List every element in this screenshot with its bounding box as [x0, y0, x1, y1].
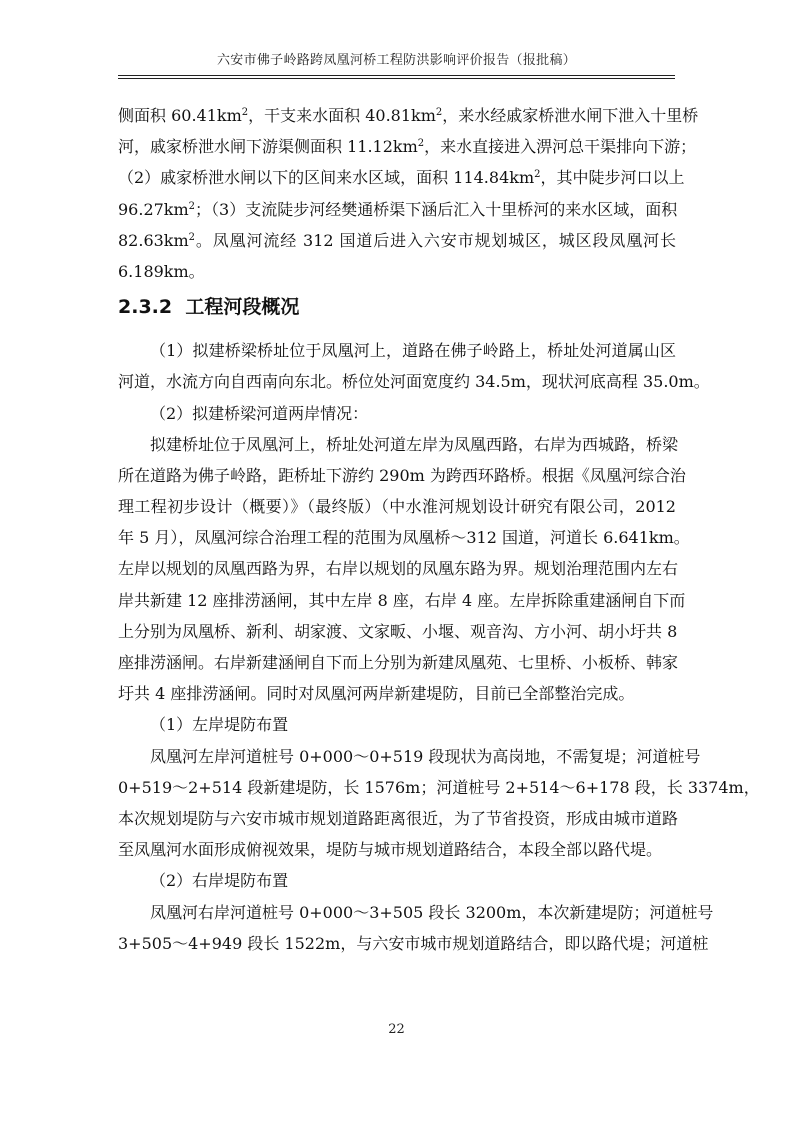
- section-heading: [118, 287, 676, 327]
- text-line: 上分别为凤凰桥、新利、胡家渡、文家畈、小堰、观音沟、方小河、胡小圩共 8: [118, 621, 678, 641]
- text-line: 至凤凰河水面形成俯视效果，堤防与城市规划道路结合，本段全部以路代堤。: [118, 840, 663, 860]
- text-line: 座排涝涵闸。右岸新建涵闸自下而上分别为新建凤凰苑、七里桥、小板桥、韩家: [118, 653, 679, 672]
- text-line: （1）拟建桥梁桥址位于凤凰河上，道路在佛子岭路上，桥址处河道属山区: [150, 341, 676, 361]
- text-line: 凤凰河右岸河道桩号 0+000～3+505 段长 3200m，本次新建堤防；河道桩号: [150, 902, 714, 922]
- section-number: 2.3.2: [118, 296, 173, 319]
- text-line: $96.27km^2$；（3）支流陡步河经樊通桥渠下涵后汇入十里桥河的来水区域，面积: [118, 199, 678, 219]
- text-line: 所在道路为佛子岭路，距桥址下游约 290m 为跨西环路桥。根据《凤凰河综合治: [118, 465, 686, 485]
- text-line: （2）右岸堤防布置: [150, 871, 289, 891]
- body-text: [118, 100, 760, 959]
- header-rule: [118, 75, 675, 76]
- running-header: 六安市佛子岭路跨凤凰河桥工程防洪影响评价报告（报批稿）: [216, 53, 577, 68]
- text-line: （1）左岸堤防布置: [150, 715, 289, 735]
- text-line: $82.63km^2$。凤凰河流经 312 国道后进入六安市规划城区，城区段凤凰河长: [118, 230, 676, 250]
- text-line: 河道，水流方向自西南向东北。桥位处河面宽度约 34.5m，现状河底高程 35.0m。: [118, 372, 710, 392]
- text-line: 河，戚家桥泄水闸下游渠侧面积 $11.12km^2$，来水直接进入淠河总干渠排向下游；: [118, 137, 697, 157]
- text-line: （2）拟建桥梁河道两岸情况：: [150, 403, 369, 423]
- text-line: 拟建桥址位于凤凰河上，桥址处河道左岸为凤凰西路，右岸为西城路，桥梁: [150, 434, 679, 454]
- text-line: 0+519～2+514 段新建堤防，长 1576m；河道桩号 2+514～6+178 段，长 3374m，: [118, 777, 760, 797]
- text-line: 侧面积 $60.41km^2$，干支来水面积 $40.81km^2$，来水经戚家桥泄水闸下泄入十里桥: [118, 106, 699, 125]
- text-line: 6.189km。: [118, 261, 205, 281]
- text-line: 凤凰河左岸河道桩号 0+000～0+519 段现状为高岗地，不需复堤；河道桩号: [150, 746, 701, 766]
- header-rule-secondary: [118, 78, 675, 79]
- text-line: 圩共 4 座排涝涵闸。同时对凤凰河两岸新建堤防，目前已全部整治完成。: [118, 684, 635, 704]
- section-title-text: 工程河段概况: [185, 296, 300, 319]
- text-line: 岸共新建 12 座排涝涵闸，其中左岸 8 座，右岸 4 座。左岸拆除重建涵闸自下而: [118, 590, 686, 610]
- text-line: 3+505～4+949 段长 1522m，与六安市城市规划道路结合，即以路代堤；河道桩: [118, 933, 709, 953]
- text-line: 本次规划堤防与六安市城市规划道路距离很近，为了节省投资，形成由城市道路: [118, 808, 679, 828]
- text-line: 理工程初步设计（概要）》（最终版）（中水淮河规划设计研究有限公司，2012: [118, 497, 676, 517]
- text-line: 左岸以规划的凤凰西路为界，右岸以规划的凤凰东路为界。规划治理范围内左右: [118, 559, 679, 579]
- text-line: 年 5 月），凤凰河综合治理工程的范围为凤凰桥～312 国道，河道长 6.641km。: [118, 528, 690, 548]
- page-number: 22: [388, 1022, 405, 1037]
- text-line: （2）戚家桥泄水闸以下的区间来水区域，面积 $114.84km^2$，其中陡步河口以上: [118, 168, 685, 188]
